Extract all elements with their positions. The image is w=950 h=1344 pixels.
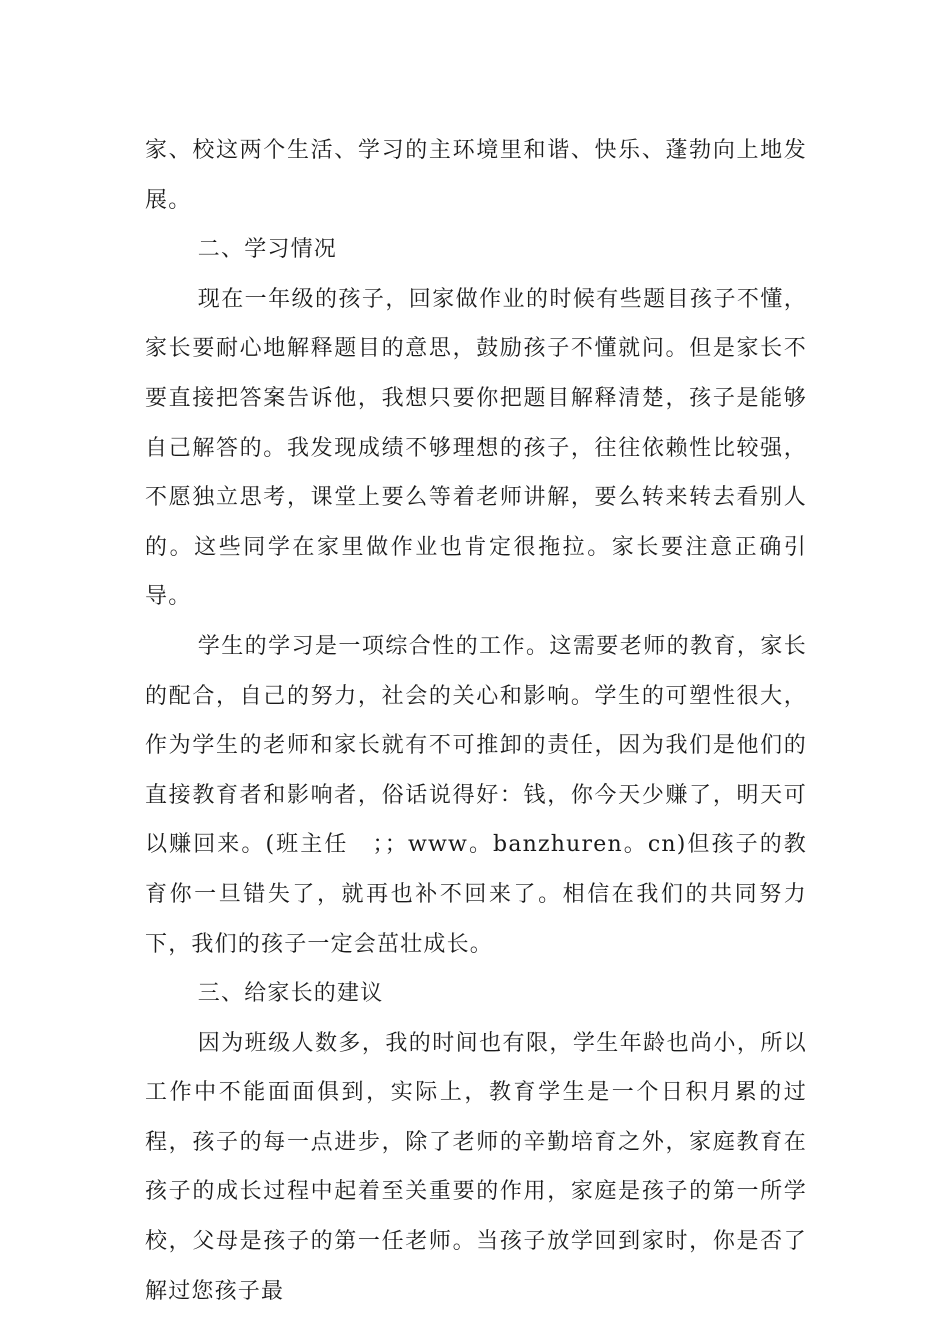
document-body xyxy=(145,126,807,1316)
paragraph-continuation: 家、校这两个生活、学习的主环境里和谐、快乐、蓬勃向上地发展。 xyxy=(145,138,807,213)
paragraph-homework: 现在一年级的孩子，回家做作业的时候有些题目孩子不懂，家长要耐心地解释题目的意思，鼓励孩子不懂就问。但是家长不要直接把答案告诉他，我想只要你把题目解释清楚，孩子是能够自己解答的。我发现成绩不够理想的孩子，往往依赖性比较强，不愿独立思考，课堂上要么等着老师讲解，要么转来转去看别人的。这些同学在家里做作业也肯定很拖拉。家长要注意正确引导。 xyxy=(145,286,807,610)
section-heading-study: 二、学习情况 xyxy=(197,237,337,263)
paragraph-advice: 因为班级人数多，我的时间也有限，学生年龄也尚小，所以工作中不能面面俱到，实际上，教育学生是一个日积月累的过程，孩子的每一点进步，除了老师的辛勤培育之外，家庭教育在孩子的成长过程中起着至关重要的作用，家庭是孩子的第一所学校，父母是孩子的第一任老师。当孩子放学回到家时，你是否了解过您孩子最 xyxy=(145,1030,807,1304)
section-heading-advice: 三、给家长的建议 xyxy=(197,981,384,1007)
paragraph-learning: 学生的学习是一项综合性的工作。这需要老师的教育，家长的配合，自己的努力，社会的关心和影响。学生的可塑性很大，作为学生的老师和家长就有不可推卸的责任，因为我们是他们的直接教育者和影响者，俗话说得好：钱，你今天少赚了，明天可以赚回来。(班主任 ；；www。banzhuren。cn)但孩子的教育你一旦错失了，就再也补不回来了。相信在我们的共同努力下，我们的孩子一定会茁壮成长。 xyxy=(145,633,807,957)
